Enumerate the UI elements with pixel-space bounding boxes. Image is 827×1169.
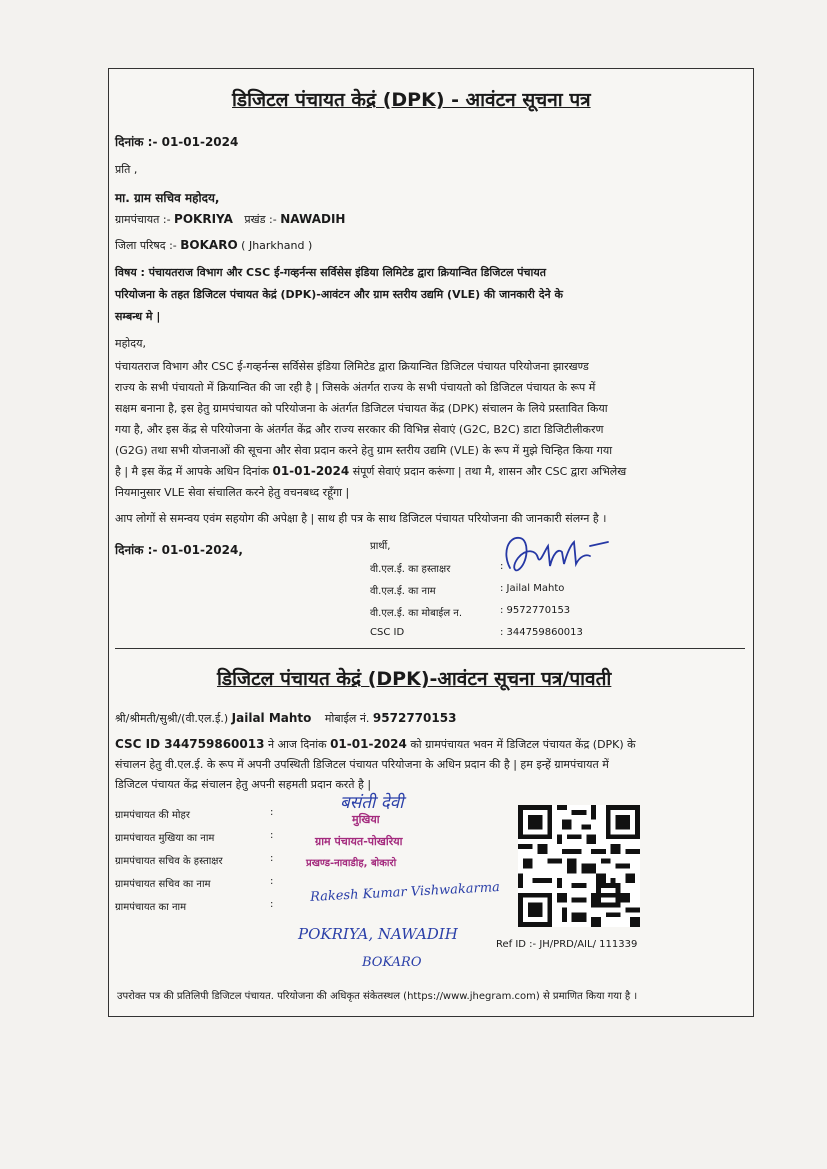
csc-id-label: CSC ID: [370, 627, 405, 638]
body-line-5: (G2G) तथा सभी योजनाओं की सूचना और सेवा प्रदान करने हेतु ग्राम स्तरीय उद्यमि (VLE) के रूप में मुझे चिन्हित किया गया: [115, 444, 613, 457]
gp-seal-colon: :: [270, 807, 274, 818]
receipt-mobile-value: 9572770153: [372, 711, 457, 725]
vle-name-value: : Jailal Mahto: [500, 583, 565, 594]
district-label: जिला परिषद :-: [115, 239, 177, 252]
csc-id-value: : 344759860013: [500, 627, 583, 638]
mukhiya-name-colon: :: [270, 830, 274, 841]
handwritten-gp-name: POKRIYA, NAWADIH: [298, 925, 458, 943]
vle-signature-colon: :: [500, 561, 504, 572]
body-line-7: नियमानुसार VLE सेवा संचालित करने हेतु वचनबध्द रहूँगा |: [115, 486, 350, 499]
body-line-1: पंचायतराज विभाग और CSC ई-गव्हर्नन्स सर्विसेस इंडिया लिमिटेड द्वारा क्रियान्वित डिजिटल पंचायत परियोजना झारखण्ड: [115, 360, 589, 373]
subject-line-1: विषय : पंचायतराज विभाग और CSC ई-गव्हर्नन्स सर्विसेस इंडिया लिमिटेड द्वारा क्रियान्वित डिजिटल पंचायत: [115, 266, 547, 279]
gp-name-label: ग्रामपंचायत का नाम: [115, 902, 187, 913]
body-line-6a: है | मै इस केंद्र में आपके अधिन दिनांक: [115, 465, 269, 478]
vle-prefix: श्री/श्रीमती/सुश्री/(वी.एल.ई.): [115, 712, 229, 725]
applicant-label: प्रार्थी,: [370, 541, 391, 552]
mukhiya-handwritten-sign: बसंती देवी: [340, 793, 404, 813]
subject-line-3: सम्बन्ध मे |: [115, 310, 161, 323]
body-line-6b: संपूर्ण सेवाएं प्रदान करूंगा | तथा मै, शासन और CSC द्वारा अभिलेख: [352, 465, 627, 478]
closing-line: आप लोगों से समन्वय एवंम सहयोग की अपेक्षा है | साथ ही पत्र के साथ डिजिटल पंचायत परियोजना की जानकारी संलग्न है ।: [115, 512, 607, 525]
gp-seal-label: ग्रामपंचायत की मोहर: [115, 810, 190, 821]
vle-name-label: वी.एल.ई. का नाम: [370, 586, 436, 597]
prati-text: प्रति ,: [115, 163, 138, 176]
receipt-mobile-label: मोबाईल नं.: [324, 712, 370, 725]
state-value: ( Jharkhand ): [241, 239, 313, 252]
secretary-name-colon: :: [270, 876, 274, 887]
secretary-sign-colon: :: [270, 853, 274, 864]
receipt-line-3: डिजिटल पंचायत केंद्र संचालन हेतु अपनी सहमती प्रदान करते है |: [115, 778, 372, 791]
handwritten-secretary-name: Rakesh Kumar Vishwakarma: [309, 880, 501, 905]
receipt-line-1-end: को ग्रामपंचायत भवन में डिजिटल पंचायत केंद्र (DPK) के: [410, 738, 636, 751]
stamp-line-1: मुखिया: [352, 813, 380, 826]
stamp-line-2: ग्राम पंचायत-पोखरिया: [315, 835, 403, 848]
secretary-name-label: ग्रामपंचायत सचिव का नाम: [115, 879, 211, 890]
qr-code-icon: [518, 805, 640, 927]
body-line-3: सक्षम बनाना है, इस हेतु ग्रामपंचायत को परियोजना के अंतर्गत डिजिटल पंचायत केंद्र (DPK) संचालन के लिये प्रस्तावित किया: [115, 402, 608, 415]
vle-signature-label: वी.एल.ई. का हस्ताक्षर: [370, 564, 451, 575]
stamp-line-3: प्रखण्ड-नावाडीह, बोकारो: [306, 858, 397, 869]
receipt-title: डिजिटल पंचायत केद्रं (DPK)-आवंटन सूचना पत्र/पावती: [217, 668, 612, 690]
footer-date: दिनांक :- 01-01-2024,: [115, 543, 243, 557]
mukhiya-name-label: ग्रामपंचायत मुखिया का नाम: [115, 833, 215, 844]
reference-id: Ref ID :- JH/PRD/AIL/ 111339: [496, 939, 638, 950]
body-line-6-date: 01-01-2024: [272, 464, 350, 478]
receipt-line-1-date: 01-01-2024: [330, 737, 407, 751]
body-line-4: गया है, और इस केंद्र से परियोजना के अंतर्गत केंद्र और राज्य सरकार की विभिन्न सेवाएं (G2C, B2C) डाटा डिजिटीलीकरण: [115, 423, 604, 436]
subject-line-2: परियोजना के तहत डिजिटल पंचायत केद्रं (DPK)-आवंटन और ग्राम स्तरीय उद्यमि (VLE) की जानकारी देने के: [115, 288, 563, 301]
gp-value: POKRIYA: [174, 212, 233, 226]
vle-mobile-label: वी.एल.ई. का मोबाईल न.: [370, 608, 463, 619]
district-value: BOKARO: [180, 238, 238, 252]
section-divider: [115, 648, 745, 649]
addressee: मा. ग्राम सचिव महोदय,: [115, 191, 220, 205]
receipt-line-2: संचालन हेतु वी.एल.ई. के रूप में अपनी उपस्थिती डिजिटल पंचायत परियोजना के अधिन प्रदान की है | हम इन्हें ग्रामपंचायत में: [115, 758, 609, 771]
block-label: प्रखंड :-: [244, 213, 277, 226]
block-value: NAWADIH: [280, 212, 346, 226]
gram-panchayat-row: [115, 212, 345, 227]
secretary-sign-label: ग्रामपंचायत सचिव के हस्ताक्षर: [115, 856, 223, 867]
body-line-6: [115, 464, 626, 479]
letter-title: डिजिटल पंचायत केद्रं (DPK) - आवंटन सूचना पत्र: [232, 89, 591, 111]
gp-label: ग्रामपंचायत :-: [115, 213, 171, 226]
body-line-2: राज्य के सभी पंचायतो में क्रियान्वित की जा रही है | जिसके अंतर्गत राज्य के सभी पंचायतो को डिजिटल पंचायत के रूप में: [115, 381, 596, 394]
receipt-line-1-mid: ने आज दिनांक: [267, 738, 327, 751]
vle-signature-image: [498, 528, 613, 583]
vle-mobile-value: : 9572770153: [500, 605, 571, 616]
authenticity-footer: उपरोक्त पत्र की प्रतिलिपी डिजिटल पंचायत. परियोजना की अधिकृत संकेतस्थल (https://www.jhegram.com) से प्रमाणित किया गया है ।: [117, 991, 638, 1002]
receipt-csc-id: CSC ID 344759860013: [115, 737, 265, 751]
receipt-vle-name: Jailal Mahto: [231, 711, 312, 725]
gp-name-colon: :: [270, 899, 274, 910]
receipt-line-1: [115, 737, 636, 752]
handwritten-district: BOKARO: [362, 955, 422, 970]
salutation: महोदय,: [115, 337, 146, 350]
receipt-vle-row: [115, 711, 456, 726]
letter-date: दिनांक :- 01-01-2024: [115, 135, 239, 149]
district-row: [115, 238, 312, 253]
